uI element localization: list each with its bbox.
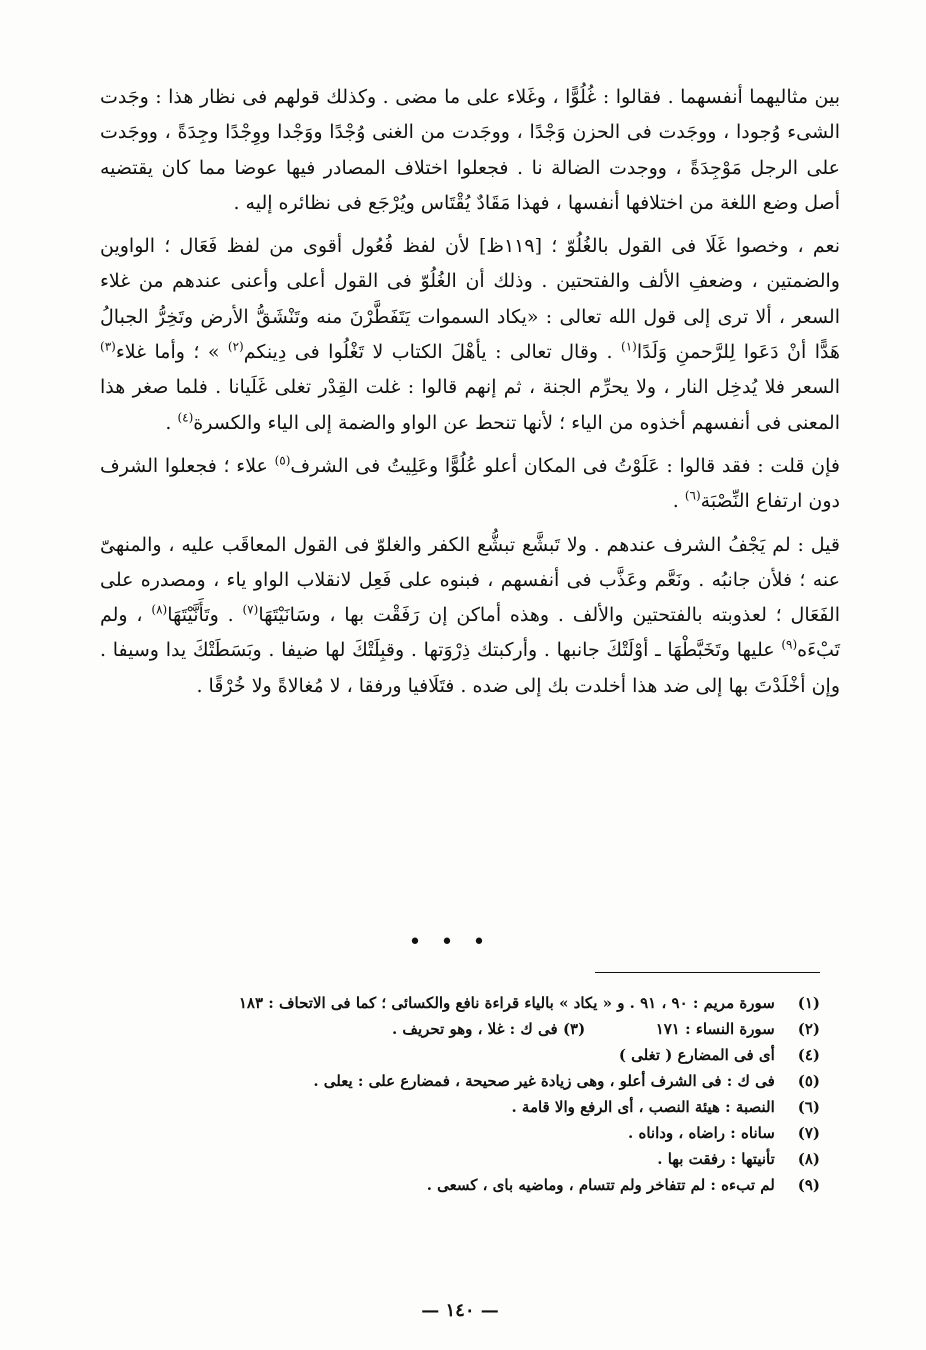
footnote-3-text: فى ك : غلا ، وهو تحريف .: [391, 1020, 558, 1038]
footnote-number: (٨): [797, 1150, 820, 1168]
footnote-ref-4: (٤): [177, 410, 194, 425]
footnote-number: (٩): [797, 1176, 820, 1194]
footnote-rule: [595, 972, 820, 973]
paragraph-3-end: علاء ؛ فجعلوا الشرف دون ارتفاع النِّصْبَة: [100, 454, 840, 513]
footnote-text: أى فى المضارع ( تغلى ): [618, 1046, 775, 1064]
paragraph-2-text: نعم ، وخصوا غَلَا فى القول بالغُلُوّ ؛ [١١٩ظ] لأن لفظ فُعُول أقوى من لفظ فَعَال ؛ الواوين والضمتين ، وضعفِ الألف والفتحتين . وذلك أن الغُلُوّ فى القول أعلى وأعنى عندهم من غلاء السعر ، ألا ترى إلى قول الله تعالى : «يكاد السموات يَتَفَطَّرْنَ منه وتَنْشَقُّ الأرض وتَخِرُّ الجبالُ هَدًّا أنْ دَعَوا لِلرَّحمنِ وَلَدًا: [100, 235, 840, 364]
footnote-number: (٢): [797, 1020, 820, 1038]
footnote-7: [120, 1120, 820, 1146]
footnote-1: [120, 990, 820, 1016]
footnotes: [120, 990, 820, 1198]
paragraph-1-text: بين مثاليهما أنفسهما . فقالوا : غُلُوًّا ، وغَلاء على ما مضى . وكذلك قولهم فى نظار هذا : وجَدت الشىء وُجودا ، ووجَدت فى الحزن وَجْدًا ، ووجَدت من الغنى وُجْدًا ووَجْدا ووِجْدًا وجِدَةً ، ووجَدت على الرجل مَوْجِدَةً ، ووجدت الضالة نا . فجعلوا اختلاف المصادر فيها عوضا مما كان يقتضيه أصل وضع اللغة من اختلافها أنفسها ، فهذا مَقَادٌ يُقْتَاس ويُرْجَع فى نظائره إليه .: [100, 86, 840, 214]
footnote-ref-9: (٩): [781, 638, 798, 653]
footnote-2: [120, 1016, 820, 1042]
footnote-number: (٧): [797, 1124, 820, 1142]
footnote-ref-7: (٧): [242, 602, 259, 617]
paragraph-3-text: فإن قلت : فقد قالوا : عَلَوْتُ فى المكان أعلو عُلُوًّا وعَلِيتُ فى الشرف: [290, 454, 840, 477]
footnote-number: (١): [797, 994, 820, 1012]
footnote-ref-6: (٦): [684, 488, 701, 503]
footnote-ref-2: (٢): [227, 339, 244, 354]
main-text: [100, 80, 840, 712]
footnote-4: [120, 1042, 820, 1068]
footnote-text: سورة النساء : ١٧١: [655, 1020, 775, 1038]
footnote-6: [120, 1094, 820, 1120]
paragraph-4-mid2: ، ولم تَبْءَه: [100, 604, 840, 662]
footnote-3-number: (٣): [562, 1020, 586, 1038]
footnote-8: [120, 1146, 820, 1172]
paragraph-1: [100, 80, 840, 221]
paragraph-2-mid2: » ؛ وأما غلاء: [115, 341, 228, 364]
paragraph-4-end: عليها وتَخَبَّطْهَا ـ أوْلَتْكَ جانبها . وأركبتك ذِرْوَتها . وقبِلَتْكَ لها ضيفا . وبَسَطَتْكَ يدا وسيفا . وإن أخْلَدْتَ بها إلى ضد هذا أخلدت بك إلى ضده . فتَلَافيا ورفقا ، لا مُغالاةً ولا خُرْقًا .: [100, 639, 840, 697]
footnote-5: [120, 1068, 820, 1094]
paragraph-2: نعم ، وخصوا غَلَا فى القول بالغُلُوّ ؛ [١١٩ظ] لأن لفظ فُعُول أقوى من لفظ فَعَال ؛ الواوين والضمتين ، وضعفِ الألف والفتحتين . وذلك أن الغُلُوّ فى القول أعلى وأعنى عندهم من غلاء السعر ، ألا ترى إلى قول الله تعالى : «يكاد السموات يَتَفَطَّرْنَ منه وتَنْشَقُّ الأرض وتَخِرُّ الجبالُ هَدًّا أنْ دَعَوا لِلرَّحمنِ وَلَدًا$^{(١)}$ . وقال تعالى : يأهْلَ الكتاب لا تَغْلُوا فى دِينكم$^{(٢)}$ » ؛ وأما غلاء$^{(٣)}$ السعر فلا يُدخِل النار ، ولا يحرِّم الجنة ، ثم إنهم قالوا : غلت القِدْر تغلى غَلَيانا . فلما صغر هذا المعنى فى أنفسهم أخذوه من الياء ؛ لأنها تنحط عن الواو والضمة إلى الياء والكسرة$^{(٤)}$ .: [100, 235, 840, 434]
paragraph-2-mid: . وقال تعالى : يأهْلَ الكتاب لا تَغْلُوا فى دِينكم: [243, 341, 622, 364]
footnote-text: فى ك : فى الشرف أعلو ، وهى زيادة غير صحيحة ، فمضارع على : يعلى .: [313, 1072, 775, 1090]
footnote-number: (٥): [797, 1072, 820, 1090]
paragraph-4-text: قيل : لم يَجْفُ الشرف عندهم . ولا تَبشَّع تبشُّع الكفر والغلوّ فى القول المعاقَب عليه ، والمنهىّ عنه ؛ فلأن جانبُه . ونَعَّم وعَذَّب فى أنفسهم ، فبنوه على فَعِل لانقلاب الواو ياء ، ومصدره على الفَعَال ؛ لعذوبته بالفتحتين والألف . وهذه أماكن إن رَفَقْت بها ، وسَانَيْتَهَا: [100, 533, 840, 627]
footnote-text: سورة مريم : ٩٠ ، ٩١ . و « يكاد » بالياء قراءة نافع والكسائى ؛ كما فى الاتحاف : ١٨٣: [238, 994, 775, 1012]
footnote-ref-5: (٥): [274, 453, 291, 468]
paragraph-2-end: السعر فلا يُدخِل النار ، ولا يحرِّم الجنة ، ثم إنهم قالوا : غلت القِدْر تغلى غَلَيانا . فلما صغر هذا المعنى فى أنفسهم أخذوه من الياء ؛ لأنها تنحط عن الواو والضمة إلى الياء والكسرة: [100, 376, 840, 434]
footnote-text: تأنيتها : رفقت بها .: [657, 1150, 775, 1168]
section-separator: • • •: [408, 930, 492, 955]
page-number: — ١٤٠ —: [421, 1300, 499, 1321]
footnote-text: لم تبءه : لم تتفاخر ولم تتسام ، وماضيه باى ، كسعى .: [426, 1176, 775, 1194]
footnote-text: ساناه : راضاه ، وداناه .: [628, 1124, 775, 1142]
paragraph-4: [100, 528, 840, 704]
footnote-number: (٤): [797, 1046, 820, 1064]
footnote-9: [120, 1172, 820, 1198]
footnote-number: (٦): [797, 1098, 820, 1116]
footnote-ref-8: (٨): [151, 602, 168, 617]
paragraph-4-mid: . وتَأَنَّيْتَهَا: [167, 604, 243, 627]
paragraph-3: فإن قلت : فقد قالوا : عَلَوْتُ فى المكان أعلو عُلُوًّا وعَلِيتُ فى الشرف$^{(٥)}$ علاء ؛ فجعلوا الشرف دون ارتفاع النِّصْبَة$^{(٦)}$ .: [100, 453, 840, 513]
footnote-text: النصبة : هيئة النصب ، أى الرفع والا قامة .: [511, 1098, 775, 1116]
footnote-ref-3: (٣): [100, 339, 116, 354]
footnote-ref-1: (١): [621, 339, 637, 354]
